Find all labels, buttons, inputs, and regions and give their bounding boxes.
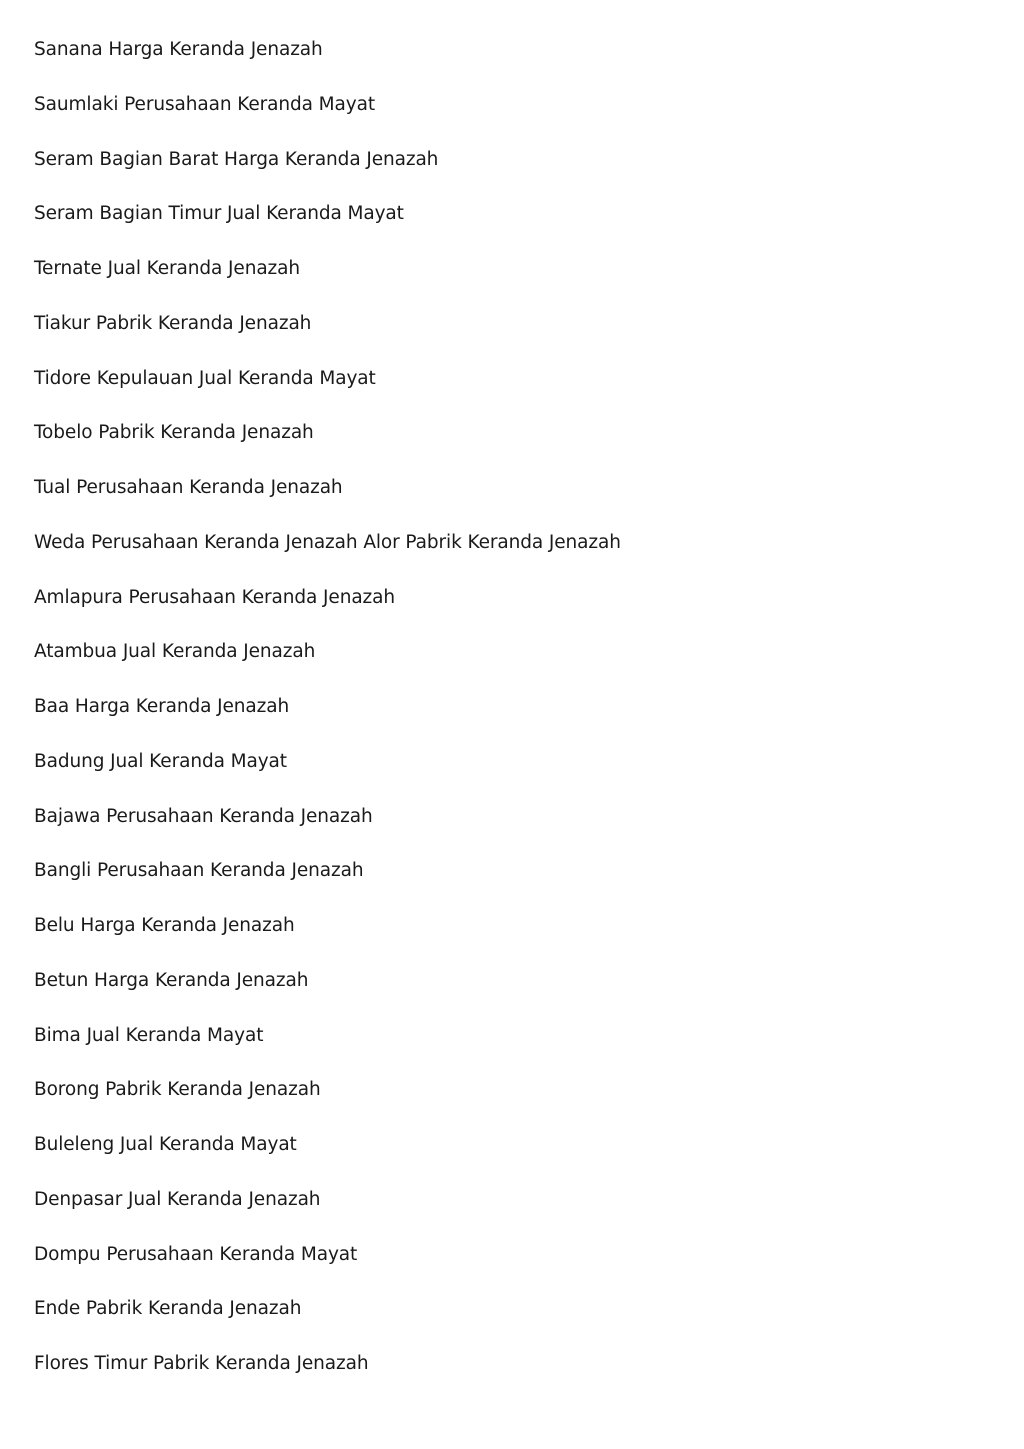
list-item: Seram Bagian Timur Jual Keranda Mayat: [34, 203, 404, 225]
list-item: Flores Timur Pabrik Keranda Jenazah: [34, 1353, 369, 1374]
list-item: Betun Harga Keranda Jenazah: [34, 969, 309, 991]
list-item: Dompu Perusahaan Keranda Mayat: [34, 1243, 358, 1265]
list-item: Belu Harga Keranda Jenazah: [34, 915, 295, 936]
list-item: Tidore Kepulauan Jual Keranda Mayat: [34, 367, 376, 389]
list-item: Seram Bagian Barat Harga Keranda Jenazah: [34, 148, 439, 170]
list-item: Bajawa Perusahaan Keranda Jenazah: [34, 805, 373, 827]
list-item: Baa Harga Keranda Jenazah: [34, 696, 290, 717]
list-item: Weda Perusahaan Keranda Jenazah Alor Pabrik Keranda Jenazah: [34, 531, 621, 553]
list-item: Buleleng Jual Keranda Mayat: [34, 1134, 297, 1155]
list-item: Tobelo Pabrik Keranda Jenazah: [34, 422, 314, 444]
entry-list: [34, 36, 621, 1405]
list-item: Ende Pabrik Keranda Jenazah: [34, 1298, 302, 1320]
list-item: Sanana Harga Keranda Jenazah: [34, 39, 323, 60]
list-item: Badung Jual Keranda Mayat: [34, 750, 287, 772]
list-item: Amlapura Perusahaan Keranda Jenazah: [34, 586, 396, 608]
list-item: Ternate Jual Keranda Jenazah: [34, 258, 301, 279]
list-item: Bima Jual Keranda Mayat: [34, 1024, 264, 1046]
list-item: Bangli Perusahaan Keranda Jenazah: [34, 860, 364, 882]
list-item: Tual Perusahaan Keranda Jenazah: [34, 477, 343, 498]
list-item: Atambua Jual Keranda Jenazah: [34, 641, 316, 663]
list-item: Tiakur Pabrik Keranda Jenazah: [34, 312, 312, 334]
list-item: Denpasar Jual Keranda Jenazah: [34, 1188, 321, 1210]
list-item: Saumlaki Perusahaan Keranda Mayat: [34, 93, 375, 115]
list-item: Borong Pabrik Keranda Jenazah: [34, 1079, 321, 1101]
